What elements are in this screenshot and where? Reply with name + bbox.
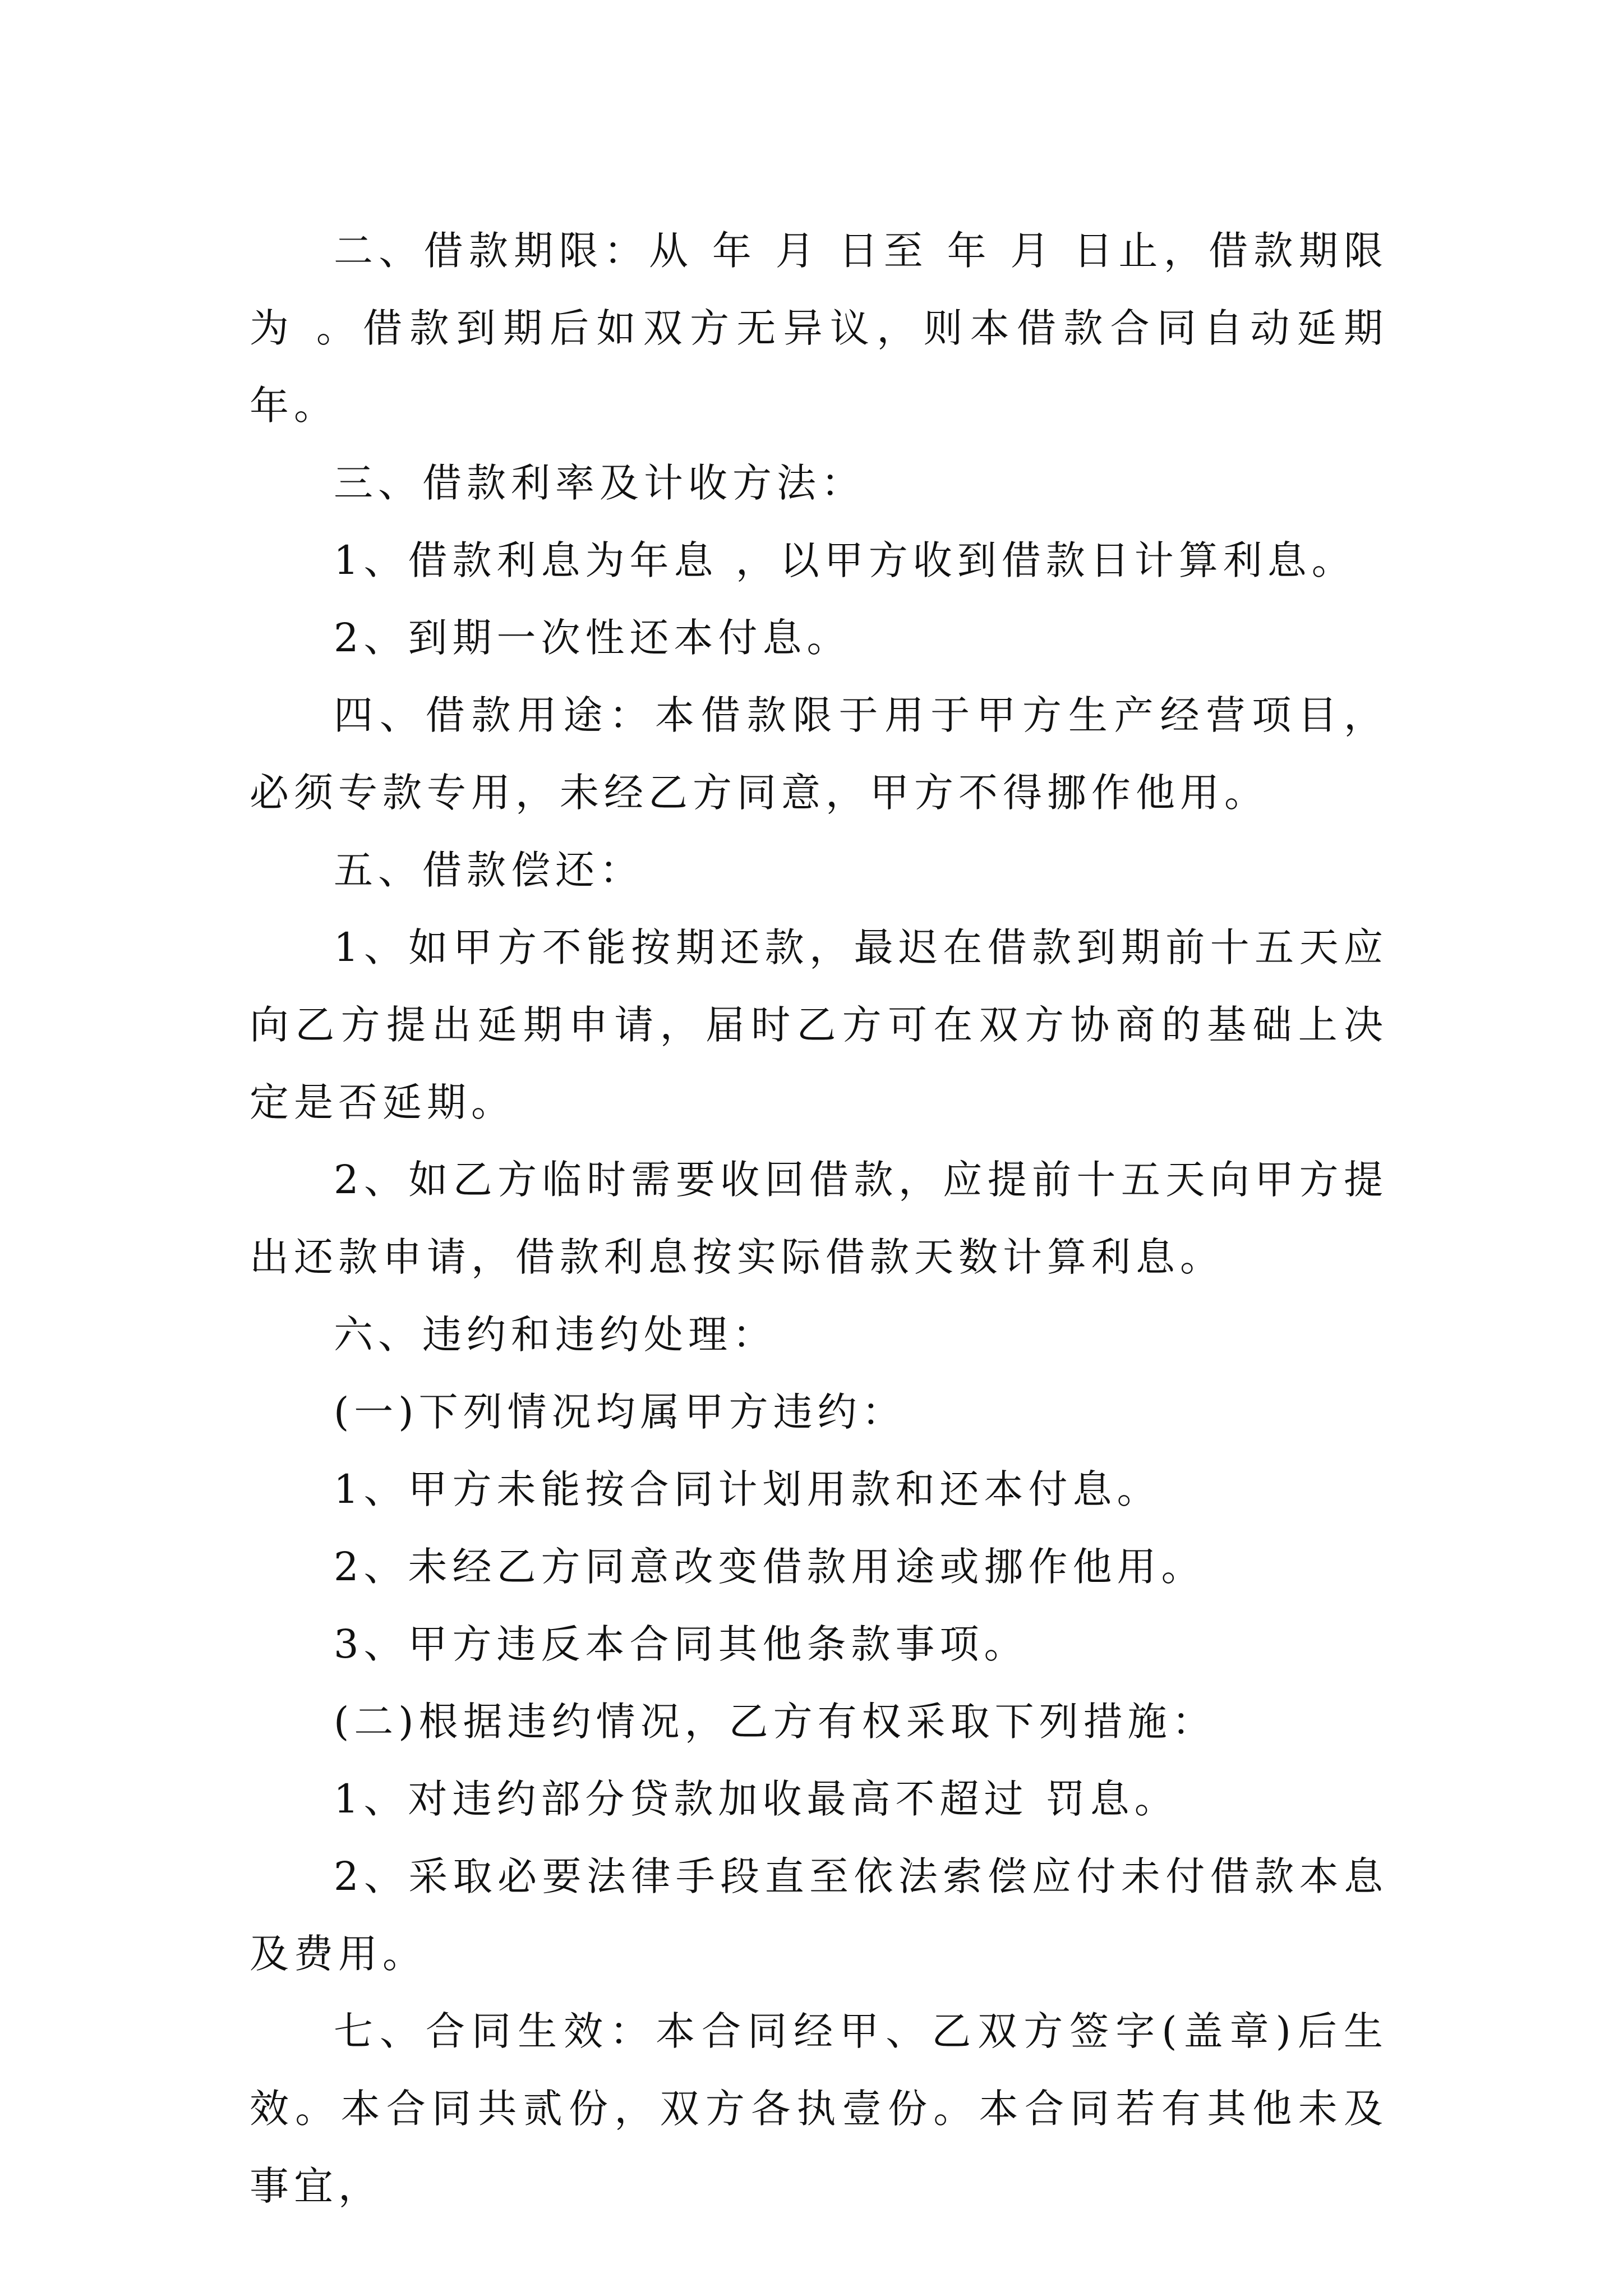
- clause-interest-item-1: 1、借款利息为年息 ，以甲方收到借款日计算利息。: [334, 537, 1356, 583]
- clause-default-item-1: 1、甲方未能按合同计划用款和还本付息。: [334, 1466, 1161, 1512]
- clause-repayment-heading: 五、借款偿还：: [334, 847, 644, 893]
- clause-default-item-3: 3、甲方违反本合同其他条款事项。: [334, 1621, 1029, 1667]
- clause-repayment-item-1: 1、如甲方不能按期还款，最迟在借款到期前十五天应向乙方提出延期申请，届时乙方可在双方协商的基础上决定是否延期。: [250, 924, 1388, 1125]
- clause-default-subheading-2: (二)根据违约情况，乙方有权采取下列措施：: [334, 1699, 1216, 1745]
- clause-default-heading: 六、违约和违约处理：: [334, 1312, 777, 1358]
- clause-repayment-item-2: 2、如乙方临时需要收回借款，应提前十五天向甲方提出还款申请，借款利息按实际借款天数计算利息。: [250, 1157, 1388, 1280]
- clause-contract-effective: 七、合同生效：本合同经甲、乙双方签字(盖章)后生效。本合同共贰份，双方各执壹份。本合同若有其他未及事宜，: [250, 2008, 1388, 2209]
- clause-interest-item-2: 2、到期一次性还本付息。: [334, 615, 851, 661]
- clause-measure-item-1: 1、对违约部分贷款加收最高不超过 罚息。: [334, 1776, 1179, 1822]
- contract-body: [250, 212, 1388, 2225]
- clause-loan-term: 二、借款期限：从 年 月 日至 年 月 日止，借款期限为 。借款到期后如双方无异议，则本借款合同自动延期 年。: [250, 228, 1388, 429]
- clause-default-item-2: 2、未经乙方同意改变借款用途或挪作他用。: [334, 1544, 1206, 1590]
- clause-loan-purpose: 四、借款用途：本借款限于用于甲方生产经营项目，必须专款专用，未经乙方同意，甲方不得挪作他用。: [250, 692, 1388, 816]
- clause-interest-heading: 三、借款利率及计收方法：: [334, 460, 865, 506]
- clause-default-subheading-1: (一)下列情况均属甲方违约：: [334, 1389, 906, 1435]
- clause-measure-item-2: 2、采取必要法律手段直至依法索偿应付未付借款本息及费用。: [250, 1853, 1388, 1977]
